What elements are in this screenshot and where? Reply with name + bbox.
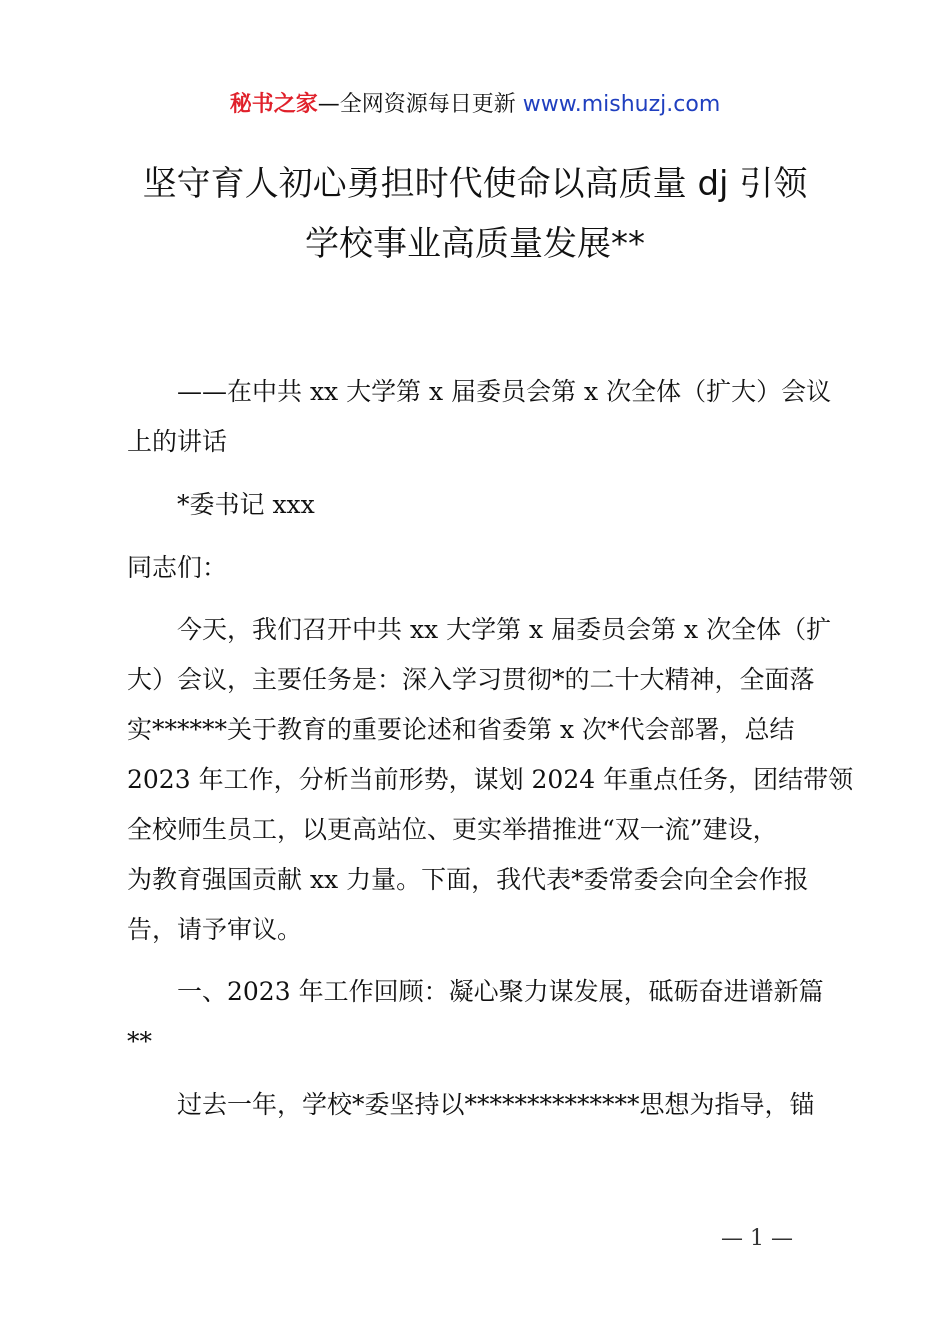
page-number: — 1 — <box>721 1226 793 1251</box>
site-header <box>0 88 950 122</box>
site-url: www.mishuzj.com <box>522 92 721 117</box>
document-title-line-1: 坚守育人初心勇担时代使命以高质量 dj 引领 <box>142 164 808 204</box>
intro-line-7: 告，请予审议。 <box>127 915 303 944</box>
intro-line-1: 今天，我们召开中共 xx 大学第 x 届委员会第 x 次全体（扩 <box>177 615 832 644</box>
section-heading-1-cont: ** <box>127 1027 152 1056</box>
site-brand: 秘书之家 <box>229 92 318 117</box>
subtitle-line-1: ——在中共 xx 大学第 x 届委员会第 x 次全体（扩大）会议 <box>177 377 832 406</box>
intro-line-2: 大）会议，主要任务是：深入学习贯彻*的二十大精神，全面落 <box>127 665 815 694</box>
intro-line-4: 2023 年工作，分析当前形势，谋划 2024 年重点任务，团结带领 <box>127 765 854 794</box>
speaker-name: *委书记 xxx <box>177 490 315 519</box>
body-line-1: 过去一年，学校*委坚持以**************思想为指导，锚 <box>177 1090 815 1119</box>
intro-line-3: 实******关于教育的重要论述和省委第 x 次*代会部署，总结 <box>127 715 795 744</box>
salutation: 同志们： <box>127 553 228 582</box>
intro-line-5: 全校师生员工，以更高站位、更实举措推进“双一流”建设， <box>127 815 778 844</box>
intro-line-6: 为教育强国贡献 xx 力量。下面，我代表*委常委会向全会作报 <box>127 865 809 894</box>
site-tagline: —全网资源每日更新 <box>317 92 523 117</box>
document-title-line-2: 学校事业高质量发展** <box>305 224 645 264</box>
subtitle-line-2: 上的讲话 <box>127 427 228 456</box>
section-heading-1: 一、2023 年工作回顾：凝心聚力谋发展，砥砺奋进谱新篇 <box>177 977 824 1006</box>
